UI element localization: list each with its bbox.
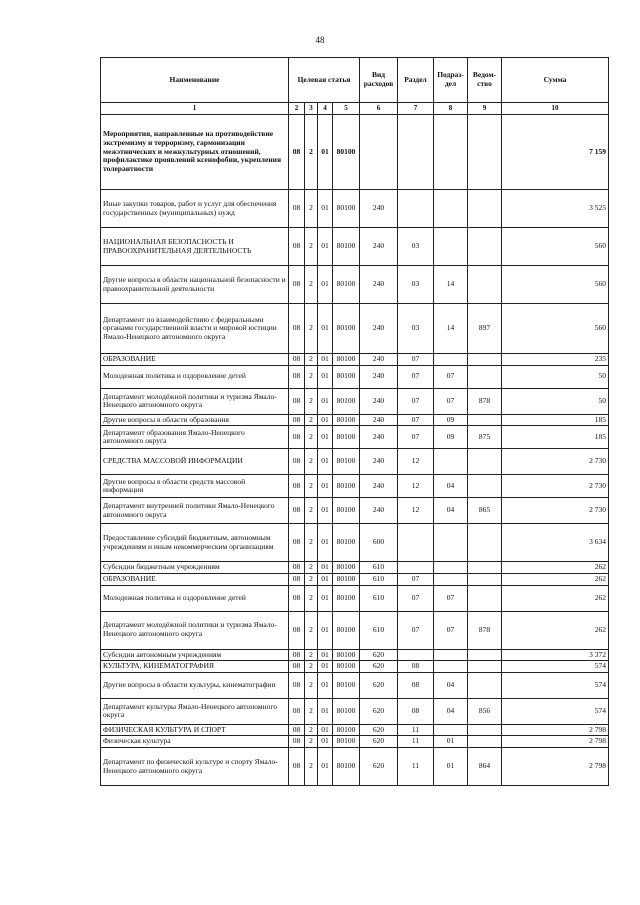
row-name: Другие вопросы в области национальной безопасности и правоохранительной деятельности [101, 266, 289, 304]
row-name: ОБРАЗОВАНИЕ [101, 354, 289, 366]
target-code-d: 80100 [333, 585, 360, 611]
table-row [101, 524, 609, 562]
target-code-c: 01 [318, 498, 333, 524]
target-code-b: 2 [305, 414, 318, 426]
vid-rashodov: 610 [360, 611, 398, 649]
target-code-a: 08 [289, 611, 305, 649]
razdel: 07 [398, 414, 434, 426]
table-row [101, 573, 609, 585]
vid-rashodov: 240 [360, 475, 398, 498]
razdel: 03 [398, 228, 434, 266]
summa: 2 730 [502, 475, 609, 498]
podrazdel [434, 573, 468, 585]
podrazdel: 04 [434, 672, 468, 698]
podrazdel: 07 [434, 611, 468, 649]
target-code-d: 80100 [333, 698, 360, 724]
vedomstvo: 878 [468, 388, 502, 414]
podrazdel: 01 [434, 748, 468, 786]
summa: 560 [502, 304, 609, 354]
col-number: 8 [434, 103, 468, 115]
target-code-b: 2 [305, 748, 318, 786]
target-code-c: 01 [318, 388, 333, 414]
row-name: Департамент образования Ямало-Ненецкого автономного округа [101, 426, 289, 449]
razdel: 08 [398, 698, 434, 724]
target-code-b: 2 [305, 585, 318, 611]
razdel [398, 524, 434, 562]
target-code-a: 08 [289, 724, 305, 736]
col-number: 1 [101, 103, 289, 115]
table-row [101, 611, 609, 649]
vedomstvo [468, 354, 502, 366]
row-name: Департамент молодёжной политики и туризма Ямало-Ненецкого автономного округа [101, 611, 289, 649]
table-body [101, 115, 609, 786]
vedomstvo [468, 475, 502, 498]
vid-rashodov: 240 [360, 498, 398, 524]
podrazdel: 07 [434, 388, 468, 414]
target-code-c: 01 [318, 748, 333, 786]
table-row [101, 585, 609, 611]
table-row [101, 562, 609, 574]
table-row [101, 475, 609, 498]
razdel: 07 [398, 585, 434, 611]
table-row [101, 672, 609, 698]
row-name: Департамент по взаимодействию с федеральными органами государственной власти и мировой юстиции Ямало-Ненецкого автономного округа [101, 304, 289, 354]
target-code-b: 2 [305, 573, 318, 585]
summa: 574 [502, 661, 609, 673]
col-number: 10 [502, 103, 609, 115]
razdel: 12 [398, 498, 434, 524]
target-code-b: 2 [305, 426, 318, 449]
table-row [101, 115, 609, 190]
target-code-b: 2 [305, 115, 318, 190]
vid-rashodov: 240 [360, 354, 398, 366]
target-code-c: 01 [318, 585, 333, 611]
target-code-b: 2 [305, 304, 318, 354]
target-code-d: 80100 [333, 304, 360, 354]
summa: 3 634 [502, 524, 609, 562]
target-code-c: 01 [318, 354, 333, 366]
summa: 3 525 [502, 190, 609, 228]
target-code-b: 2 [305, 498, 318, 524]
target-code-b: 2 [305, 661, 318, 673]
podrazdel: 14 [434, 304, 468, 354]
vedomstvo: 865 [468, 498, 502, 524]
target-code-a: 08 [289, 388, 305, 414]
target-code-b: 2 [305, 649, 318, 661]
col-number: 9 [468, 103, 502, 115]
podrazdel: 04 [434, 498, 468, 524]
vid-rashodov: 620 [360, 672, 398, 698]
row-name: КУЛЬТУРА, КИНЕМАТОГРАФИЯ [101, 661, 289, 673]
vedomstvo: 897 [468, 304, 502, 354]
target-code-b: 2 [305, 475, 318, 498]
razdel: 11 [398, 736, 434, 748]
target-code-c: 01 [318, 228, 333, 266]
header-vid: Вид расходов [360, 58, 398, 103]
target-code-b: 2 [305, 736, 318, 748]
summa: 2 730 [502, 498, 609, 524]
summa: 262 [502, 585, 609, 611]
target-code-a: 08 [289, 736, 305, 748]
podrazdel: 01 [434, 736, 468, 748]
row-name: СРЕДСТВА МАССОВОЙ ИНФОРМАЦИИ [101, 449, 289, 475]
razdel [398, 115, 434, 190]
podrazdel [434, 190, 468, 228]
target-code-d: 80100 [333, 354, 360, 366]
vedomstvo [468, 524, 502, 562]
razdel: 07 [398, 388, 434, 414]
target-code-b: 2 [305, 354, 318, 366]
target-code-c: 01 [318, 698, 333, 724]
target-code-d: 80100 [333, 748, 360, 786]
target-code-a: 08 [289, 524, 305, 562]
target-code-d: 80100 [333, 562, 360, 574]
row-name: Другие вопросы в области средств массовой информации [101, 475, 289, 498]
target-code-a: 08 [289, 573, 305, 585]
row-name: Иные закупки товаров, работ и услуг для обеспечения государственных (муниципальных) нужд [101, 190, 289, 228]
podrazdel [434, 649, 468, 661]
table-row [101, 649, 609, 661]
target-code-c: 01 [318, 365, 333, 388]
table-row [101, 748, 609, 786]
target-code-c: 01 [318, 562, 333, 574]
row-name: Департамент внутренней политики Ямало-Ненецкого автономного округа [101, 498, 289, 524]
vedomstvo [468, 228, 502, 266]
vedomstvo [468, 562, 502, 574]
vid-rashodov: 610 [360, 585, 398, 611]
target-code-a: 08 [289, 748, 305, 786]
row-name: Другие вопросы в области культуры, кинематографии [101, 672, 289, 698]
vedomstvo [468, 449, 502, 475]
target-code-d: 80100 [333, 498, 360, 524]
podrazdel [434, 661, 468, 673]
table-row [101, 414, 609, 426]
razdel: 08 [398, 672, 434, 698]
razdel: 12 [398, 449, 434, 475]
podrazdel [434, 724, 468, 736]
header-target: Целевая статья [289, 58, 360, 103]
vid-rashodov: 620 [360, 736, 398, 748]
row-name: Физическая культура [101, 736, 289, 748]
vedomstvo [468, 266, 502, 304]
row-name: ФИЗИЧЕСКАЯ КУЛЬТУРА И СПОРТ [101, 724, 289, 736]
row-name: Предоставление субсидий бюджетным, автономным учреждениям и иным некоммерческим организациям [101, 524, 289, 562]
target-code-b: 2 [305, 611, 318, 649]
row-name: ОБРАЗОВАНИЕ [101, 573, 289, 585]
header-vedom: Ведом-ство [468, 58, 502, 103]
vid-rashodov: 610 [360, 573, 398, 585]
summa: 262 [502, 562, 609, 574]
target-code-d: 80100 [333, 365, 360, 388]
target-code-c: 01 [318, 449, 333, 475]
vedomstvo [468, 661, 502, 673]
summa: 235 [502, 354, 609, 366]
target-code-a: 08 [289, 426, 305, 449]
table-row [101, 498, 609, 524]
target-code-a: 08 [289, 190, 305, 228]
target-code-a: 08 [289, 661, 305, 673]
col-number: 6 [360, 103, 398, 115]
vedomstvo: 875 [468, 426, 502, 449]
vedomstvo [468, 365, 502, 388]
podrazdel: 14 [434, 266, 468, 304]
summa: 262 [502, 573, 609, 585]
vid-rashodov: 620 [360, 649, 398, 661]
target-code-b: 2 [305, 266, 318, 304]
header-razdel: Раздел [398, 58, 434, 103]
podrazdel [434, 562, 468, 574]
row-name: Департамент по физической культуре и спорту Ямало-Ненецкого автономного округа [101, 748, 289, 786]
podrazdel [434, 449, 468, 475]
summa: 2 798 [502, 724, 609, 736]
target-code-b: 2 [305, 672, 318, 698]
target-code-c: 01 [318, 649, 333, 661]
vedomstvo [468, 115, 502, 190]
summa: 185 [502, 414, 609, 426]
target-code-d: 80100 [333, 266, 360, 304]
target-code-b: 2 [305, 724, 318, 736]
row-name: Департамент молодёжной политики и туризма Ямало-Ненецкого автономного округа [101, 388, 289, 414]
razdel: 03 [398, 304, 434, 354]
target-code-a: 08 [289, 562, 305, 574]
summa: 2 798 [502, 748, 609, 786]
target-code-c: 01 [318, 190, 333, 228]
vedomstvo [468, 573, 502, 585]
vid-rashodov: 240 [360, 388, 398, 414]
row-name: Субсидии автономным учреждениям [101, 649, 289, 661]
vid-rashodov: 240 [360, 365, 398, 388]
target-code-a: 08 [289, 498, 305, 524]
razdel [398, 190, 434, 228]
razdel: 12 [398, 475, 434, 498]
target-code-a: 08 [289, 649, 305, 661]
vid-rashodov: 240 [360, 190, 398, 228]
target-code-c: 01 [318, 475, 333, 498]
col-number: 7 [398, 103, 434, 115]
table-row [101, 354, 609, 366]
vedomstvo [468, 414, 502, 426]
podrazdel [434, 354, 468, 366]
target-code-d: 80100 [333, 672, 360, 698]
target-code-b: 2 [305, 698, 318, 724]
target-code-d: 80100 [333, 190, 360, 228]
razdel: 07 [398, 354, 434, 366]
summa: 2 730 [502, 449, 609, 475]
table-row [101, 724, 609, 736]
podrazdel: 07 [434, 585, 468, 611]
vid-rashodov: 610 [360, 562, 398, 574]
razdel: 11 [398, 748, 434, 786]
summa: 50 [502, 365, 609, 388]
razdel: 07 [398, 611, 434, 649]
row-name: Субсидии бюджетным учреждениям [101, 562, 289, 574]
razdel [398, 562, 434, 574]
summa: 574 [502, 672, 609, 698]
table-row [101, 736, 609, 748]
vid-rashodov: 620 [360, 661, 398, 673]
summa: 50 [502, 388, 609, 414]
table-row [101, 228, 609, 266]
table-row [101, 698, 609, 724]
target-code-d: 80100 [333, 388, 360, 414]
vedomstvo [468, 190, 502, 228]
target-code-d: 80100 [333, 611, 360, 649]
podrazdel: 07 [434, 365, 468, 388]
vid-rashodov: 620 [360, 724, 398, 736]
budget-table [100, 57, 609, 786]
podrazdel: 04 [434, 475, 468, 498]
header-name: Наименование [101, 58, 289, 103]
col-number: 2 [289, 103, 305, 115]
razdel: 08 [398, 661, 434, 673]
col-number: 3 [305, 103, 318, 115]
header-podrazdel: Подраз-дел [434, 58, 468, 103]
vedomstvo: 878 [468, 611, 502, 649]
target-code-d: 80100 [333, 115, 360, 190]
target-code-a: 08 [289, 266, 305, 304]
target-code-c: 01 [318, 724, 333, 736]
target-code-c: 01 [318, 304, 333, 354]
podrazdel [434, 524, 468, 562]
target-code-d: 80100 [333, 661, 360, 673]
row-name: Мероприятия, направленные на противодействие экстремизму и терроризму, гармонизации межэтнических и межкультурных отношений, профилактике проявлений ксенофобии, укрепления толерантности [101, 115, 289, 190]
vedomstvo [468, 672, 502, 698]
razdel: 03 [398, 266, 434, 304]
col-number: 4 [318, 103, 333, 115]
target-code-c: 01 [318, 736, 333, 748]
table-row [101, 304, 609, 354]
podrazdel: 09 [434, 426, 468, 449]
podrazdel [434, 228, 468, 266]
header-summa: Сумма [502, 58, 609, 103]
target-code-d: 80100 [333, 228, 360, 266]
row-name: Департамент культуры Ямало-Ненецкого автономного округа [101, 698, 289, 724]
summa: 2 798 [502, 736, 609, 748]
target-code-d: 80100 [333, 524, 360, 562]
summa: 560 [502, 228, 609, 266]
row-name: Молодежная политика и оздоровление детей [101, 365, 289, 388]
target-code-c: 01 [318, 414, 333, 426]
row-name: Другие вопросы в области образования [101, 414, 289, 426]
target-code-b: 2 [305, 524, 318, 562]
razdel: 11 [398, 724, 434, 736]
target-code-c: 01 [318, 426, 333, 449]
vid-rashodov: 600 [360, 524, 398, 562]
target-code-c: 01 [318, 115, 333, 190]
vid-rashodov: 240 [360, 414, 398, 426]
summa: 7 159 [502, 115, 609, 190]
podrazdel: 09 [434, 414, 468, 426]
table-row [101, 661, 609, 673]
target-code-a: 08 [289, 304, 305, 354]
target-code-d: 80100 [333, 426, 360, 449]
target-code-c: 01 [318, 573, 333, 585]
target-code-c: 01 [318, 611, 333, 649]
vid-rashodov [360, 115, 398, 190]
target-code-a: 08 [289, 585, 305, 611]
target-code-c: 01 [318, 524, 333, 562]
vid-rashodov: 240 [360, 426, 398, 449]
table-header-row [101, 58, 609, 103]
summa: 262 [502, 611, 609, 649]
target-code-a: 08 [289, 672, 305, 698]
razdel [398, 649, 434, 661]
column-number-row [101, 103, 609, 115]
table-row [101, 190, 609, 228]
row-name: НАЦИОНАЛЬНАЯ БЕЗОПАСНОСТЬ И ПРАВООХРАНИТЕЛЬНАЯ ДЕЯТЕЛЬНОСТЬ [101, 228, 289, 266]
vedomstvo [468, 724, 502, 736]
vedomstvo [468, 649, 502, 661]
razdel: 07 [398, 365, 434, 388]
target-code-a: 08 [289, 698, 305, 724]
vid-rashodov: 240 [360, 449, 398, 475]
vid-rashodov: 240 [360, 228, 398, 266]
summa: 560 [502, 266, 609, 304]
table-row [101, 266, 609, 304]
table-row [101, 426, 609, 449]
target-code-b: 2 [305, 365, 318, 388]
table-row [101, 365, 609, 388]
target-code-a: 08 [289, 365, 305, 388]
razdel: 07 [398, 426, 434, 449]
target-code-d: 80100 [333, 736, 360, 748]
target-code-b: 2 [305, 190, 318, 228]
col-number: 5 [333, 103, 360, 115]
target-code-a: 08 [289, 354, 305, 366]
table-row [101, 449, 609, 475]
target-code-c: 01 [318, 266, 333, 304]
summa: 574 [502, 698, 609, 724]
target-code-b: 2 [305, 228, 318, 266]
target-code-d: 80100 [333, 449, 360, 475]
vid-rashodov: 620 [360, 698, 398, 724]
target-code-a: 08 [289, 475, 305, 498]
row-name: Молодежная политика и оздоровление детей [101, 585, 289, 611]
target-code-b: 2 [305, 388, 318, 414]
target-code-d: 80100 [333, 475, 360, 498]
target-code-a: 08 [289, 414, 305, 426]
target-code-b: 2 [305, 562, 318, 574]
table-row [101, 388, 609, 414]
vedomstvo: 856 [468, 698, 502, 724]
target-code-d: 80100 [333, 649, 360, 661]
target-code-d: 80100 [333, 414, 360, 426]
target-code-d: 80100 [333, 573, 360, 585]
vid-rashodov: 620 [360, 748, 398, 786]
podrazdel [434, 115, 468, 190]
target-code-c: 01 [318, 672, 333, 698]
vid-rashodov: 240 [360, 304, 398, 354]
target-code-a: 08 [289, 228, 305, 266]
target-code-b: 2 [305, 449, 318, 475]
page-number: 48 [315, 35, 325, 45]
summa: 185 [502, 426, 609, 449]
target-code-a: 08 [289, 449, 305, 475]
target-code-a: 08 [289, 115, 305, 190]
summa: 3 372 [502, 649, 609, 661]
vedomstvo: 864 [468, 748, 502, 786]
podrazdel: 04 [434, 698, 468, 724]
target-code-d: 80100 [333, 724, 360, 736]
razdel: 07 [398, 573, 434, 585]
vid-rashodov: 240 [360, 266, 398, 304]
vedomstvo [468, 585, 502, 611]
target-code-c: 01 [318, 661, 333, 673]
vedomstvo [468, 736, 502, 748]
